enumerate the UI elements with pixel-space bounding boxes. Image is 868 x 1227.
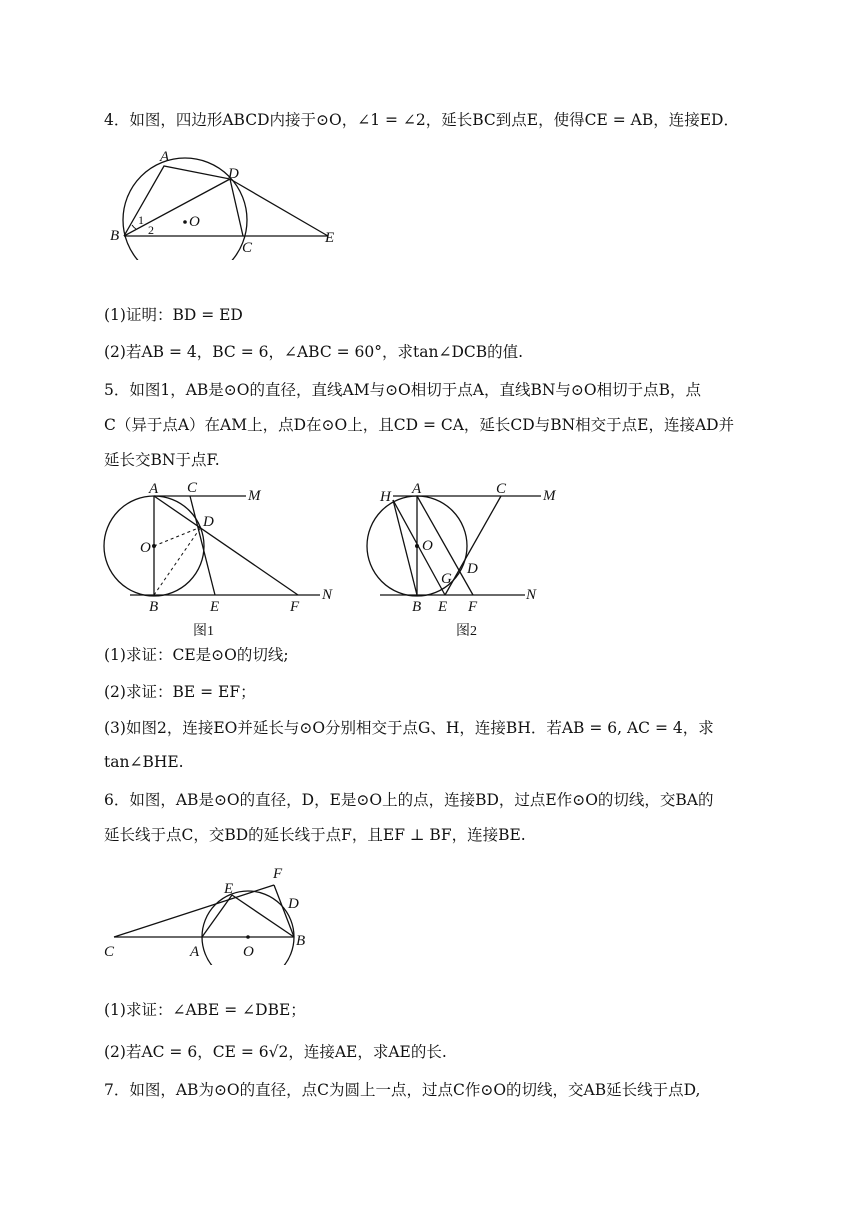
q5f2-label-O: O	[422, 538, 433, 554]
q5f1-label-C: C	[187, 480, 198, 496]
q4-stem: 4．如图，四边形ABCD内接于⊙O，∠1 = ∠2，延长BC到点E，使得CE = AB，连接ED．	[104, 111, 739, 129]
q5-sub3-line2: tan∠BHE.	[104, 753, 184, 771]
q4-label-A: A	[160, 149, 170, 165]
q5f1-label-D: D	[203, 514, 214, 530]
q5f2-label-M: M	[543, 488, 556, 504]
q6-label-A: A	[190, 944, 200, 960]
q5-sub3-line1: (3)如图2，连接EO并延长与⊙O分别相交于点G、H，连接BH．若AB = 6, AC = 4，求	[104, 719, 714, 737]
q6-line2: 延长线于点C，交BD的延长线于点F，且EF ⊥ BF，连接BE.	[104, 826, 526, 844]
q6-label-D: D	[288, 896, 299, 912]
q6-sub1: (1)求证：∠ABE = ∠DBE；	[104, 1001, 306, 1019]
q6-label-E: E	[224, 881, 234, 897]
q7-line1: 7．如图，AB为⊙O的直径，点C为圆上一点，过点C作⊙O的切线，交AB延长线于点D,	[104, 1081, 701, 1099]
q5-figure-2	[365, 475, 570, 640]
q5-line3: 延长交BN于点F.	[104, 451, 220, 469]
q5f1-label-N: N	[322, 587, 333, 603]
q5f2-label-N: N	[526, 587, 537, 603]
q6-line1: 6．如图，AB是⊙O的直径，D，E是⊙O上的点，连接BD，过点E作⊙O的切线，交BA的	[104, 791, 714, 809]
q6-label-O: O	[243, 944, 254, 960]
q4-sub2: (2)若AB = 4，BC = 6，∠ABC = 60°，求tan∠DCB的值.	[104, 343, 524, 361]
q5f1-label-E: E	[210, 599, 220, 615]
q5f2-label-A: A	[412, 481, 422, 497]
q5f2-label-H: H	[380, 489, 391, 505]
q5f1-label-O: O	[140, 540, 151, 556]
q5-sub1: (1)求证：CE是⊙O的切线;	[104, 646, 289, 664]
q5f1-label-A: A	[149, 481, 159, 497]
q5f1-label-M: M	[248, 488, 261, 504]
q6-label-C: C	[104, 944, 115, 960]
q5f2-label-B: B	[412, 599, 422, 615]
q6-label-F: F	[273, 866, 283, 882]
q4-label-E: E	[325, 230, 335, 246]
q4-label-C: C	[242, 240, 253, 256]
q4-label-2: 2	[148, 223, 154, 237]
q5-line2: C（异于点A）在AM上，点D在⊙O上，且CD = CA，延长CD与BN相交于点E，连接AD并	[104, 416, 735, 434]
q4-label-B: B	[110, 228, 120, 244]
q5-figure-1	[100, 475, 350, 640]
q5f2-label-G: G	[441, 571, 452, 587]
q5-sub2: (2)求证：BE = EF；	[104, 683, 256, 701]
q6-figure	[100, 860, 320, 965]
q4-label-D: D	[228, 166, 239, 182]
q5f2-label-E: E	[438, 599, 448, 615]
q5-fig1-caption: 图1	[193, 624, 214, 639]
q5f2-label-F: F	[468, 599, 478, 615]
q4-sub1: (1)证明：BD = ED	[104, 306, 243, 324]
q5f1-label-F: F	[290, 599, 300, 615]
q5-fig2-caption: 图2	[456, 624, 477, 639]
q5-line1: 5．如图1，AB是⊙O的直径，直线AM与⊙O相切于点A，直线BN与⊙O相切于点B，点	[104, 381, 701, 399]
q5f2-label-D: D	[467, 561, 478, 577]
q4-label-1: 1	[138, 213, 144, 227]
q6-sub2: (2)若AC = 6，CE = 6√2，连接AE，求AE的长.	[104, 1043, 447, 1061]
q5f2-label-C: C	[496, 481, 507, 497]
q5f1-label-B: B	[149, 599, 159, 615]
q4-figure	[100, 145, 360, 260]
q6-label-B: B	[296, 933, 306, 949]
q4-label-O: O	[189, 214, 200, 230]
